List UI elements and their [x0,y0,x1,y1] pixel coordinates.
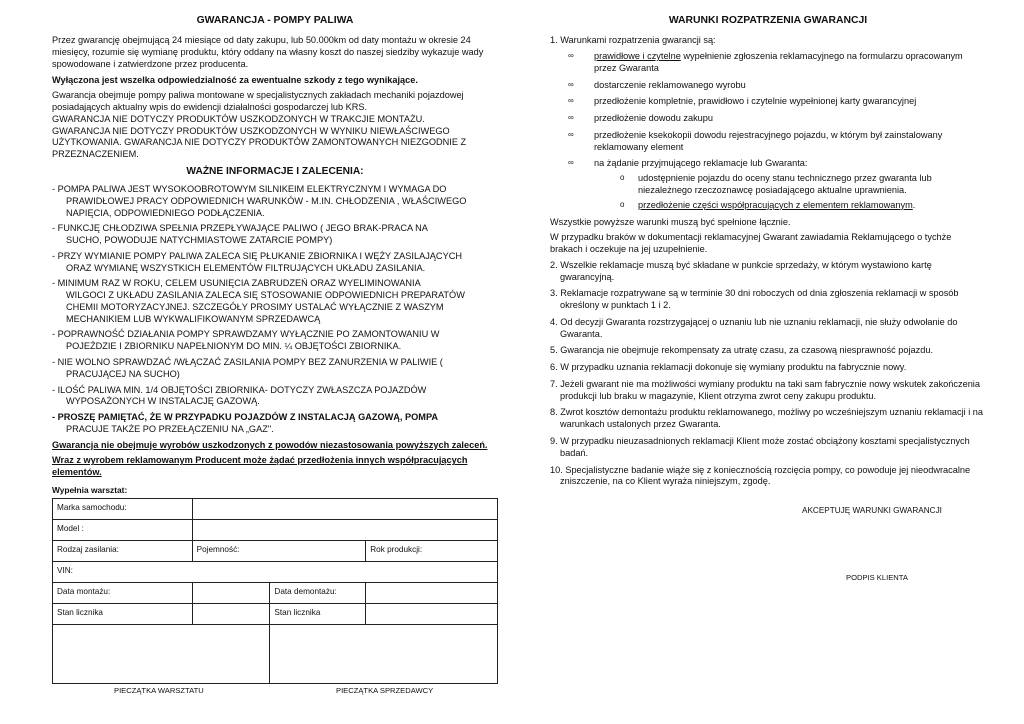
note-related-parts: Wraz z wyrobem reklamowanym Producent może żądać przedłożenia innych współpracujących elementów. [52,455,468,478]
list-item: o udostępnienie pojazdu do oceny stanu technicznego przez gwaranta lub niezależnego rzeczoznawcę posiadającego aktualne uprawnienia. [620,173,932,195]
workshop-form [52,498,498,684]
list-item: 4. Od decyzji Gwaranta rozstrzygającej o uznaniu lub nie uznaniu reklamacji, nie służy odwołanie do Gwaranta. [550,316,958,339]
workshop-stamp-area[interactable] [53,624,270,683]
list-item: ∞ dostarczenie reklamowanego wyrobu [568,79,746,90]
warranty-intro: Przez gwarancję obejmującą 24 miesiące od daty zakupu, lub 50.000km od daty montażu w okresie 24 miesięcy, rozumie się wymianę produktu, który oddany na własny koszt do naszej siedziby wykazuje wady spowodowane i zatwierdzone przez producenta. [52,35,484,69]
list-item: o przedłożenie części współpracujących z elementem reklamowanym. [620,199,916,210]
list-item: 5. Gwarancja nie obejmuje rekompensaty za utratę czasu, za czasową niesprawność pojazdu. [550,345,934,356]
list-item: - NIE WOLNO SPRAWDZAĆ /WŁĄCZAĆ ZASILANIA POMPY BEZ ZANURZENIA W PALIWIE ( PRACUJĄCEJ NA SUCHO) [52,356,443,379]
sub-bullets [620,173,986,211]
list-item: 6. W przypadku uznania reklamacji dokonuje się wymiany produktu na fabrycznie nowy. [550,362,907,373]
list-item: 3. Reklamacje rozpatrywane są w terminie 30 dni roboczych od dnia zgłoszenia reklamacji w sposób określony w punktach 1 i 2. [550,288,959,311]
recommendations-list [52,184,498,436]
list-item: 2. Wszelkie reklamacje muszą być składane w punkcie sprzedaży, w którym wystawiono kartę gwarancyjną. [550,259,932,282]
list-item: - MINIMUM RAZ W ROKU, CELEM USUNIĘCIA ZABRUDZEŃ ORAZ WYELIMINOWANIA WILGOCI Z UKŁADU ZASILANIA ZALECA SIĘ STOSOWANIE ODPOWIEDNICH PREPARATÓW CHEMII MOTORYZACYJNEJ. SZCZEGÓŁY PROSIMY USTALAĆ WYŁĄCZNIE Z WASZYM MECHANIKIEM LUB WYKWALIFIKOWANYM SPRZEDAWCĄ [52,278,465,324]
coverage-block [52,90,498,161]
removal-date-field[interactable]: Data demontażu: [270,582,366,603]
list-item: ∞ przedłożenie ksekokopii dowodu rejestracyjnego pojazdu, w którym był zainstalowany reklamowany element [568,129,943,152]
install-date-field[interactable]: Data montażu: [53,582,193,603]
form-title: Wypełnia warsztat: [52,484,128,495]
model-label: Model : [53,519,193,540]
make-field[interactable] [192,498,497,519]
list-item: - FUNKCJĘ CHŁODZIWA SPEŁNIA PRZEPŁYWAJĄCE PALIWO ( JEGO BRAK-PRACA NA SUCHO, POWODUJE NATYCHMIASTOWE ZATARCIE POMPY) [52,223,428,246]
list-item: 10. Specjalistyczne badanie wiąże się z koniecznością rozcięcia pompy, co powoduje jej nieodwracalne zniszczenie, na co Klient wyraża niniejszym, zgodę. [550,464,971,487]
list-item: - POMPA PALIWA JEST WYSOKOOBROTOWYM SILNIKEIM ELEKTRYCZNYM I WYMAGA DO PRAWIDŁOWEJ PRACY ODPOWIEDNICH WARUNKÓW - M.IN. CHŁODZENIA , WŁAŚCIWEGO NAPIĘCIA, ODPOWIEDNIEGO PODŁĄCZENIA. [52,184,467,218]
circle-bullet-icon: o [620,173,625,183]
list-item: ∞ przedłożenie dowodu zakupu [568,113,714,124]
make-label: Marka samochodu: [53,498,193,519]
documentation-gaps-note: W przypadku braków w dokumentacji reklamacyjnej Gwarant zawiadamia Reklamującego o tychże brakach i oczekuje na jej uzupełnienie. [550,232,952,255]
model-field[interactable] [192,519,497,540]
warranty-column [52,14,498,696]
bullet-icon: ∞ [568,96,574,106]
list-item: 8. Zwrot kosztów demontażu produktu reklamowanego, możliwy po wcześniejszym uznaniu reklamacji i na warunkach ustalonych przez Gwaranta. [550,407,984,430]
liability-exclusion: Wyłączona jest wszelka odpowiedzialność za ewentualne szkody z tego wynikające. [52,74,418,85]
vin-field[interactable]: VIN: [53,561,498,582]
list-item: 7. Jeżeli gwarant nie ma możliwości wymiany produktu na taki sam fabrycznie nowy wskutek zakończenia produkcji lub braku w magazynie, Klient otrzyma zwrot ceny zakupu produktu. [550,378,980,401]
circle-bullet-icon: o [620,199,625,209]
list-item: 9. W przypadku nieuzasadnionych reklamacji Klient może zostać obciążony kosztami specjalistycznych badań. [550,435,970,458]
list-item: - POPRAWNOŚĆ DZIAŁANIA POMPY SPRAWDZAMY WYŁĄCZNIE PO ZAMONTOWANIU W POJEŹDZIE I ZBIORNIKU NAPEŁNIONYM DO MIN. ¼ OBJĘTOŚCI ZBIORNIKA. [52,329,440,352]
seller-stamp-label: PIECZĄTKA SPRZEDAWCY [336,685,434,695]
list-item: ∞ prawidłowe i czytelne wypełnienie zgłoszenia reklamacyjnego na formularzu opracowanym przez Gwaranta [568,51,963,73]
all-conditions-note: Wszystkie powyższe warunki muszą być spełnione łącznie. [550,216,791,227]
list-item: - PROSZĘ PAMIĘTAĆ, ŻE W PRZYPADKU POJAZDÓW Z INSTALACJĄ GAZOWĄ, POMPA PRACUJE TAKŻE PO PRZEŁĄCZENIU NA „GAZ". [52,412,439,434]
odometer-removal-field[interactable]: Stan licznika [270,603,366,624]
removal-date-value[interactable] [366,582,498,603]
list-item: - PRZY WYMIANIE POMPY PALIWA ZALECA SIĘ PŁUKANIE ZBIORNIKA I WĘŻY ZASILAJĄCYCH ORAZ WYMIANĘ WSZYSTKICH ELEMENTÓW FILTRUJĄCYCH UKŁADU ZASILANIA. [52,250,462,273]
bullet-icon: ∞ [568,113,574,123]
fuel-type-field[interactable]: Rodzaj zasilania: [53,540,193,561]
note-recommendations: Gwarancja nie obejmuje wyrobów uszkodzonych z powodów niezastosowania powyższych zaleceń. [52,439,488,450]
bullet-icon: ∞ [568,51,574,61]
stamp-labels [52,684,498,696]
install-date-value[interactable] [192,582,270,603]
numbered-conditions [550,260,986,488]
odometer-install-value[interactable] [192,603,270,624]
bullet-icon: ∞ [568,158,574,168]
accept-conditions-label: AKCEPTUJĘ WARUNKI GWARANCJI [802,506,942,515]
workshop-stamp-label: PIECZĄTKA WARSZTATU [114,685,204,695]
conditions-title: WARUNKI ROZPATRZENIA GWARANCJI [668,15,868,26]
list-item: - ILOŚĆ PALIWA MIN. 1/4 OBJĘTOŚCI ZBIORNIKA- DOTYCZY ZWŁASZCZA POJAZDÓW WYPOSAŻONYCH W INSTALACJĘ GAZOWĄ. [52,384,427,407]
caps-line-1: GWARANCJA NIE DOTYCZY PRODUKTÓW USZKODZONYCH W TRAKCJIE MONTAŻU. [52,113,425,124]
list-item: ∞ na żądanie przyjmującego reklamacje lub Gwaranta: o udostępnienie pojazdu do oceny stanu technicznego przez gwaranta lub niezależnego rzeczoznawcę posiadającego aktualne uprawnienia. o przedłożenie części współpracujących z elementem reklamowanym. [568,158,986,211]
recommendations-title: WAŻNE INFORMACJE I ZALECENIA: [186,165,364,177]
customer-signature-label[interactable]: PODPIS KLIENTA [846,573,908,582]
conditions-bullets [568,51,986,211]
seller-stamp-area[interactable] [270,624,498,683]
list-item: ∞ przedłożenie kompletnie, prawidłowo i czytelnie wypełnionej karty gwarancyjnej [568,96,917,107]
caps-line-2: GWARANCJA NIE DOTYCZY PRODUKTÓW USZKODZONYCH W WYNIKU NIEWŁAŚCIWEGO UŻYTKOWANIA. GWARANCJA NIE DOTYCZY PRODUKTÓW ZAMONTOWANYCH NIEZGODNIE Z PRZEZNACZENIEM. [52,125,467,160]
production-year-field[interactable]: Rok produkcji: [366,540,498,561]
coverage-text: Gwarancja obejmuje pompy paliwa montowane w specjalistycznych zakładach mechaniki pojazdowej posiadających aktualny wpis do ewidencji działalności gospodarczej lub KRS. [52,90,464,113]
bullet-icon: ∞ [568,79,574,89]
condition-1: 1. Warunkami rozpatrzenia gwarancji są: [550,35,716,46]
odometer-removal-value[interactable] [366,603,498,624]
bullet-icon: ∞ [568,129,574,139]
warranty-title: GWARANCJA - POMPY PALIWA [196,15,354,26]
odometer-install-field[interactable]: Stan licznika [53,603,193,624]
capacity-field[interactable]: Pojemność: [192,540,366,561]
conditions-column [550,14,986,493]
